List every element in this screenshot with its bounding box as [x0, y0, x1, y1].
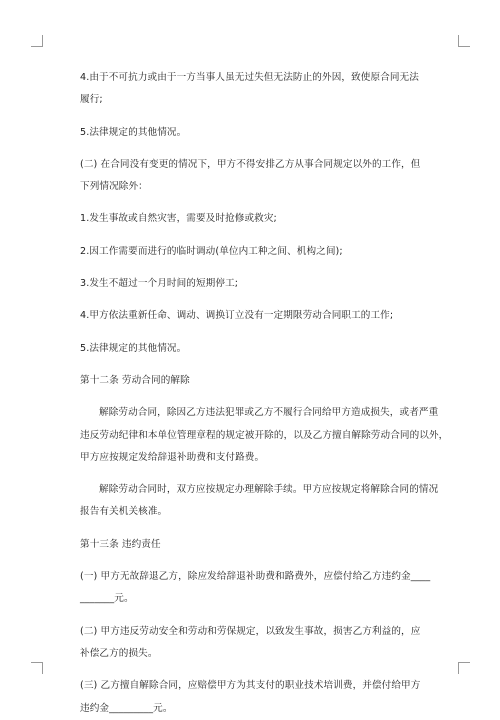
crop-mark-top-left [31, 35, 43, 47]
text-line: _______元。 [80, 593, 134, 605]
article-12-heading [80, 370, 442, 392]
text-line: 报告有关机关核准。 [80, 506, 168, 518]
text-line: (二) 甲方违反劳动安全和劳动和劳保规定，以致发生事故，损害乙方利益的，应 [80, 625, 421, 637]
list-item-1 [80, 208, 442, 230]
paragraph-liability-1 [80, 566, 442, 611]
text-line: 履行; [80, 94, 103, 106]
text-line: 4.甲方依法重新任命、调动、调换订立没有一定期限劳动合同职工的工作; [80, 310, 394, 322]
article-13-heading [80, 534, 442, 556]
text-line: 2.因工作需要而进行的临时调动(单位内工种之间、机构之间); [80, 245, 343, 257]
text-line: 第十三条 违约责任 [80, 538, 161, 550]
text-line: 甲方应按规定发给辞退补助费和支付路费。 [80, 451, 265, 463]
paragraph-liability-3 [80, 675, 442, 720]
text-line: 4.由于不可抗力或由于一方当事人虽无过失但无法防止的外因，致使原合同无法 [80, 72, 419, 83]
list-item-4 [80, 305, 442, 327]
text-line: 第十二条 劳动合同的解除 [80, 374, 190, 386]
paragraph-liability-2 [80, 621, 442, 666]
crop-mark-bottom-left [31, 662, 43, 674]
text-line: (一) 甲方无故辞退乙方，除应发给辞退补助费和路费外，应偿付给乙方违约金____ [80, 571, 431, 583]
paragraph-termination-procedure [80, 479, 442, 524]
text-line: 违约金_________元。 [80, 702, 173, 714]
text-line: 5.法律规定的其他情况。 [80, 342, 187, 354]
text-line: 违反劳动纪律和本单位管理章程的规定被开除的，以及乙方擅自解除劳动合同的以外， [80, 429, 449, 441]
text-line: 1.发生事故或自然灾害，需要及时抢修或救灾; [80, 213, 277, 225]
text-line: 补偿乙方的损失。 [80, 647, 158, 659]
text-line: (二) 在合同没有变更的情况下，甲方不得安排乙方从事合同规定以外的工作，但 [80, 158, 421, 170]
text-line: 解除劳动合同时，双方应按规定办理解除手续。甲方应按规定将解除合同的情况 [99, 484, 439, 496]
paragraph-section-two [80, 154, 442, 199]
paragraph-termination [80, 402, 449, 469]
text-line: 解除劳动合同，除因乙方违法犯罪或乙方不履行合同给甲方造成损失，或者严重 [99, 407, 439, 419]
text-line: 3.发生不超过一个月时间的短期停工; [80, 278, 239, 290]
text-line: (三) 乙方擅自解除合同，应赔偿甲方为其支付的职业技术培训费，并偿付给甲方 [80, 680, 421, 692]
document-body [80, 67, 449, 720]
crop-mark-top-right [458, 35, 470, 47]
crop-mark-bottom-right [458, 662, 470, 674]
paragraph-force-majeure [80, 67, 442, 112]
list-item-5 [80, 338, 442, 360]
text-line: 下列情况除外： [80, 181, 148, 193]
paragraph-other-circumstances [80, 122, 442, 144]
list-item-2 [80, 241, 442, 263]
list-item-3 [80, 273, 442, 295]
text-line: 5.法律规定的其他情况。 [80, 126, 187, 138]
